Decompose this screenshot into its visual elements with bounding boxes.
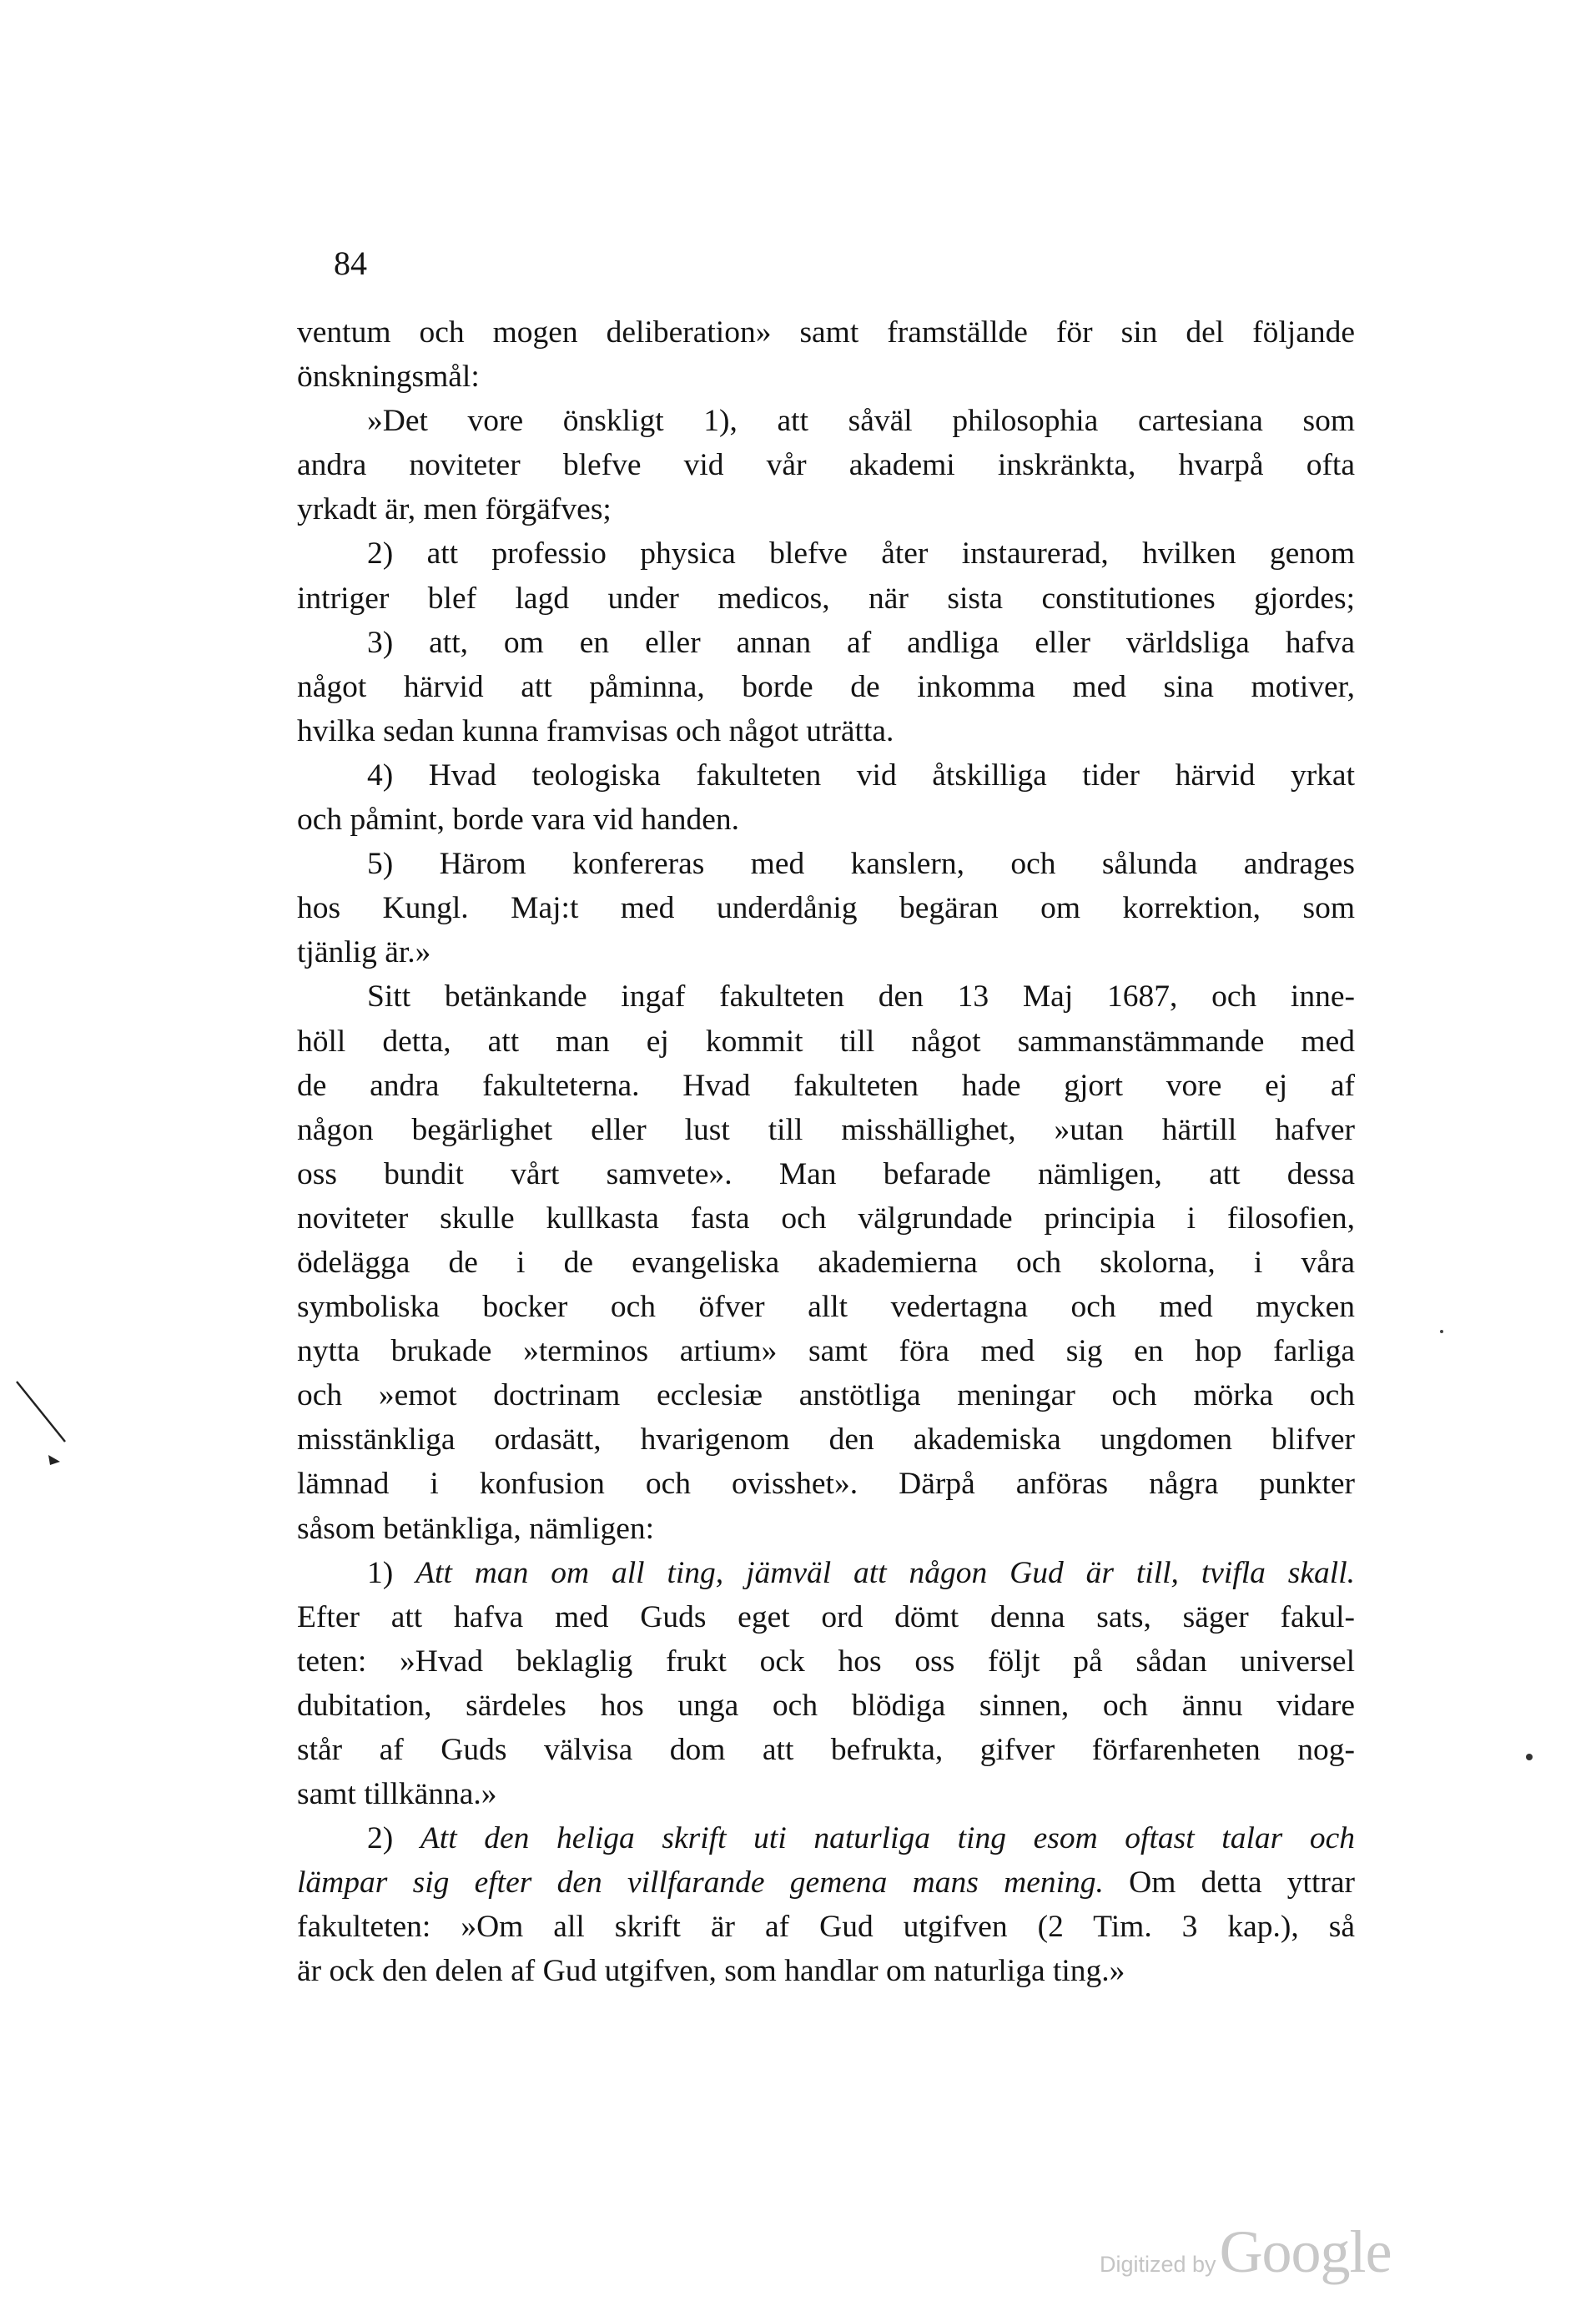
item-1-body	[297, 1595, 1355, 1816]
dust-speck-icon	[1437, 1327, 1447, 1337]
text-line: lämnad i konfusion och ovisshet». Därpå anföras några punkter	[297, 1467, 1355, 1502]
item-1-heading	[297, 1551, 1355, 1595]
text-line: står af Guds välvisa dom att befrukta, gifver förfarenheten nog-	[297, 1733, 1355, 1767]
text-line: 2) att professio physica blefve åter instaurerad, hvilken genom	[367, 536, 1355, 571]
item-1-number: 1)	[367, 1555, 416, 1590]
text-line: någon begärlighet eller lust till misshällighet, »utan härtill hafver	[297, 1112, 1355, 1147]
text-line: är ock den delen af Gud utgifven, som handlar om naturliga ting.»	[297, 1954, 1125, 1989]
text-line: »Det vore önskligt 1), att såväl philosophia cartesiana som	[367, 404, 1355, 439]
item-2-number: 2)	[367, 1821, 420, 1856]
text-line: ventum och mogen deliberation» samt framställde för sin del följande	[297, 315, 1355, 350]
body-text	[297, 310, 1355, 1994]
text-line: samt tillkänna.»	[297, 1777, 497, 1812]
scan-artifact-icon	[12, 1368, 78, 1468]
item-2-heading-cont	[297, 1860, 1355, 1905]
item-2-italic-1: Att den heliga skrift uti naturliga ting esom oftast talar och	[420, 1821, 1355, 1856]
dust-speck-icon	[1521, 1749, 1538, 1765]
item-2-rest: Om detta yttrar	[1103, 1865, 1355, 1901]
text-line: de andra fakulteterna. Hvad fakulteten hade gjort vore ej af	[297, 1068, 1355, 1103]
text-line: yrkadt är, men förgäfves;	[297, 492, 612, 527]
text-line: dubitation, särdeles hos unga och blödiga sinnen, och ännu vidare	[297, 1688, 1355, 1723]
text-line: 4) Hvad teologiska fakulteten vid åtskilliga tider härvid yrkat	[367, 758, 1355, 793]
text-line: önskningsmål:	[297, 360, 480, 395]
item-2-body	[297, 1905, 1355, 1993]
text-line: 5) Härom konfereras med kanslern, och sålunda andrages	[367, 847, 1355, 882]
text-line: och påmint, borde vara vid handen.	[297, 803, 740, 838]
text-line: nytta brukade »terminos artium» samt föra med sig en hop farliga	[297, 1334, 1355, 1369]
text-line: misstänkliga ordasätt, hvarigenom den akademiska ungdomen blifver	[297, 1422, 1355, 1458]
text-line: teten: »Hvad beklaglig frukt ock hos oss följt på sådan universel	[297, 1644, 1355, 1679]
text-line: intriger blef lagd under medicos, när sista constitutiones gjordes;	[297, 581, 1355, 616]
text-line: Efter att hafva med Guds eget ord dömt denna sats, säger fakul-	[297, 1599, 1355, 1634]
text-line: hvilka sedan kunna framvisas och något uträtta.	[297, 713, 894, 748]
text-line: såsom betänkliga, nämligen:	[297, 1511, 655, 1546]
paragraphs-main	[297, 310, 1355, 1551]
text-line: noviteter skulle kullkasta fasta och välgrundade principia i filosofien,	[297, 1201, 1355, 1236]
google-logo: Google	[1219, 2218, 1392, 2285]
text-line: fakulteten: »Om all skrift är af Gud utgifven (2 Tim. 3 kap.), så	[297, 1910, 1355, 1945]
item-1-italic: Att man om all ting, jämväl att någon Gud är till, tvifla skall.	[415, 1555, 1355, 1590]
text-line: och »emot doctrinam ecclesiæ anstötliga meningar och mörka och	[297, 1378, 1355, 1413]
text-line: symboliska bocker och öfver allt vedertagna och med mycken	[297, 1290, 1355, 1325]
item-2-italic-2: lämpar sig efter den villfarande gemena mans mening.	[297, 1865, 1104, 1901]
text-line: 3) att, om en eller annan af andliga eller världsliga hafva	[367, 625, 1355, 660]
text-line: andra noviteter blefve vid vår akademi inskränkta, hvarpå ofta	[297, 448, 1355, 483]
item-2-heading	[297, 1816, 1355, 1860]
text-line: ödelägga de i de evangeliska akademierna och skolorna, i våra	[297, 1245, 1355, 1280]
watermark-prefix: Digitized by	[1100, 2252, 1216, 2277]
page-number: 84	[334, 244, 367, 282]
text-line: höll detta, att man ej kommit till något sammanstämmande med	[297, 1024, 1355, 1059]
text-line: hos Kungl. Maj:t med underdånig begäran om korrektion, som	[297, 891, 1355, 926]
text-line: något härvid att påminna, borde de inkomma med sina motiver,	[297, 669, 1355, 704]
text-line: Sitt betänkande ingaf fakulteten den 13 Maj 1687, och inne-	[367, 979, 1355, 1014]
digitized-watermark	[1100, 2218, 1392, 2287]
text-line: oss bundit vårt samvete». Man befarade nämligen, att dessa	[297, 1156, 1355, 1191]
text-line: tjänlig är.»	[297, 935, 431, 970]
